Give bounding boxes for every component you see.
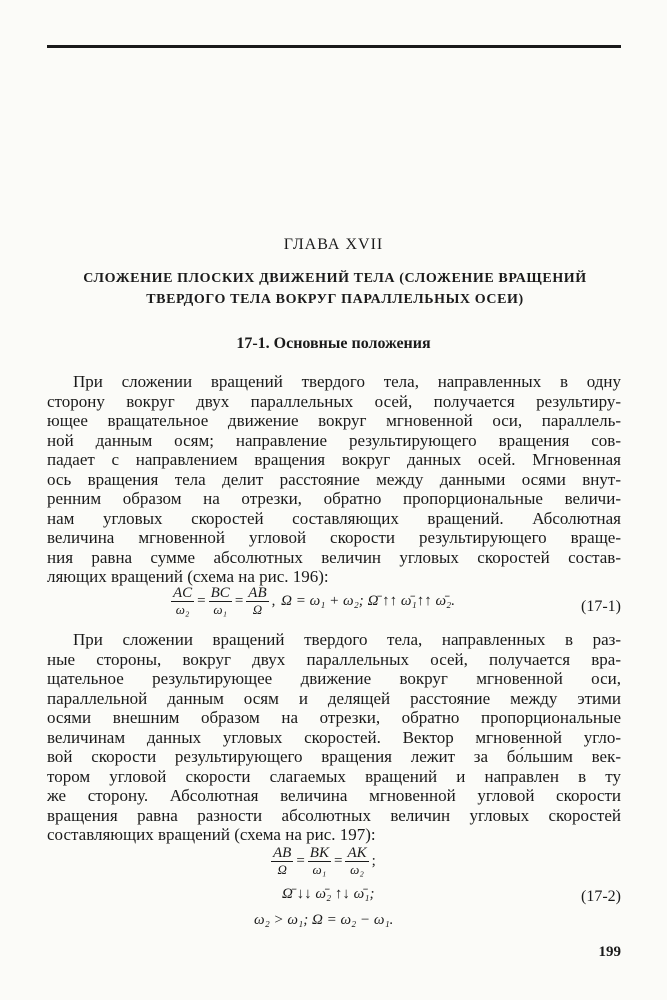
fraction: $\frac{AK}{\text{ω₂}}$ [347,845,367,877]
page-number: 199 [598,944,621,960]
text-line: ляющих вращений (схема на рис. 196): [47,567,329,586]
chapter-title-line: ТВЕРДОГО ТЕЛА ВОКРУГ ПАРАЛЛЕЛЬНЫХ ОСЕИ) [146,292,524,307]
text-line: При сложении вращений твердого тела, направленных в раз- [73,630,621,649]
section-heading: 17-1. Основные положения [236,335,431,352]
text-line: нам угловых скоростей составляющих вращений. Абсолютная [47,508,621,528]
text-line: ные стороны, вокруг двух параллельных осей, получается вра- [47,649,621,669]
text-line: величинам данных угловых скоростей. Вектор мгновенной угло- [47,727,621,747]
text-line: параллельной данным осям и делящей расстояние между этими [47,688,621,708]
fraction: $\frac{AB}{\Omega}$ [248,585,267,617]
text-line: ной данным осям; направление результирующего вращения сов- [47,430,621,450]
text-line: же сторону. Абсолютная величина мгновенной угловой скорости [47,786,621,805]
equation-17-2-line-2: Ω̄ ↓↓ ω̄₂ ↑↓ ω̄₁; [282,886,375,902]
fraction: $\frac{AC}{\text{ω₂}}$ [173,585,193,617]
text-line: осями внешним образом на отрезки, обратно пропорциональные [47,708,621,727]
text-line: величина мгновенной угловой скорости результирующего враще- [47,528,621,547]
fraction: $\frac{AB}{\Omega}$ [273,845,292,877]
text-line: ющее вращательное движение вокруг мгновенной оси, параллель- [47,411,621,430]
text-line: ось вращения тела делит расстояние между данными осями внут- [47,469,621,489]
text-line: падает с направлением вращения вокруг данных осей. Мгновенная [47,450,621,469]
chapter-heading: ГЛАВА XVII [283,236,384,253]
text-line: ренним образом на отрезки, обратно пропорциональные величи- [47,489,621,508]
equation-17-2-line-3: ω₂ > ω₁; Ω = ω₂ − ω₁. [254,912,394,928]
text-line: При сложении вращений твердого тела, направленных в одну [73,372,621,391]
text-line: вой скорости результирующего вращения лежит за бо́льшим век- [47,747,621,766]
equation-number: (17-2) [581,888,621,905]
top-rule [47,45,621,48]
equation-sum: Ω = ω₁ + ω₂; [281,592,364,609]
equation-number: (17-1) [581,598,621,615]
equation-17-1: $\frac{AC}{\text{ω₂}}$ = $\frac{BC}{\text{ω₁}}$ = $\frac{AB}{\Omega}$ , Ω = ω₁ + ω₂; Ω̄ ↑↑ ω̄₁↑↑ ω̄₂. [173,585,456,617]
text-line: составляющих вращений (схема на рис. 197): [47,825,376,844]
fraction: $\frac{BC}{\text{ω₁}}$ [210,585,230,617]
chapter-title-line: СЛОЖЕНИЕ ПЛОСКИХ ДВИЖЕНИЙ ТЕЛА (СЛОЖЕНИЕ ВРАЩЕНИЙ [83,271,587,286]
text-line: сторону вокруг двух параллельных осей, получается результиру- [47,391,621,411]
fraction: $\frac{BK}{\text{ω₁}}$ [309,845,329,877]
paragraph-1 [47,372,621,587]
text-line: вращения равна разности абсолютных величин угловых скоростей [47,805,621,825]
chapter-title [40,268,630,310]
text-line: щательное результирующее движение вокруг мгновенной оси, [47,669,621,688]
equation-17-2-line-1: $\frac{AB}{\Omega}$ = $\frac{BK}{\text{ω₁}}$ = $\frac{AK}{\text{ω₂}}$ ; [273,845,376,877]
paragraph-2 [47,630,621,845]
equation-directions: Ω̄ ↑↑ ω̄₁↑↑ ω̄₂. [367,592,456,609]
text-line: ния равна сумме абсолютных величин угловых скоростей состав- [47,547,621,567]
text-line: тором угловой скорости слагаемых вращений и направлен в ту [47,766,621,786]
